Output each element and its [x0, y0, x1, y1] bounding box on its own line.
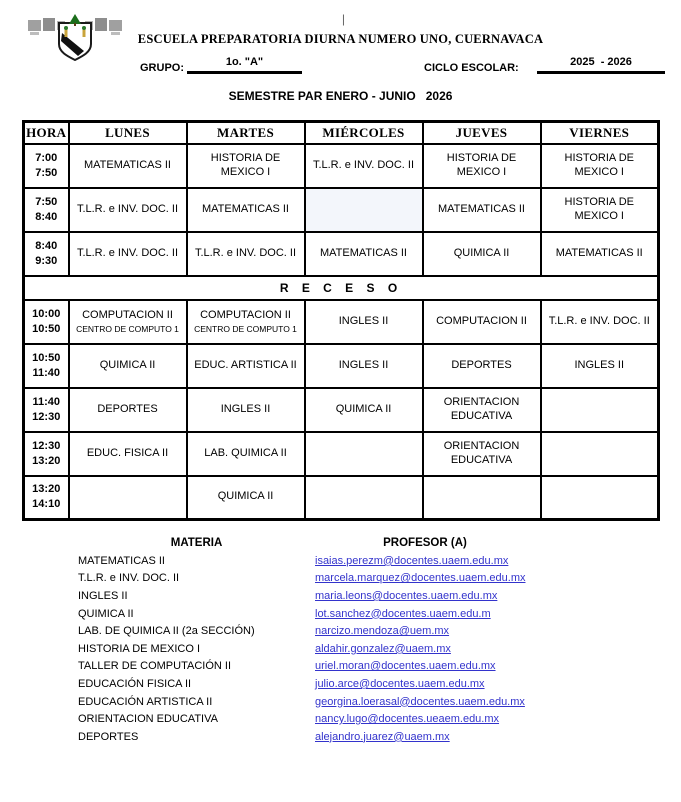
faculty-row [78, 587, 608, 605]
column-header-martes: MARTES [187, 122, 305, 144]
professor-email-link[interactable]: isaias.perezm@docentes.uaem.edu.mx [315, 554, 509, 567]
schedule-cell: HISTORIA DE MEXICO I [187, 144, 305, 188]
schedule-cell: T.L.R. e INV. DOC. II [69, 232, 187, 276]
subject-name: TALLER DE COMPUTACIÓN II [78, 660, 232, 673]
schedule-cell: QUIMICA II [423, 232, 541, 276]
ciclo-escolar-label: CICLO ESCOLAR: [424, 62, 519, 74]
schedule-cell: T.L.R. e INV. DOC. II [541, 300, 659, 344]
schedule-header-row [24, 122, 659, 144]
professor-email-link[interactable]: lot.sanchez@docentes.uaem.edu.m [315, 607, 491, 620]
subject-name: INGLES II [78, 589, 128, 602]
schedule-cell: T.L.R. e INV. DOC. II [187, 232, 305, 276]
schedule-cell: COMPUTACION II CENTRO DE COMPUTO 1 [187, 300, 305, 344]
professor-email-link[interactable]: narcizo.mendoza@uem.mx [315, 625, 450, 638]
faculty-row [78, 570, 608, 588]
schedule-cell-empty-highlighted [305, 188, 423, 232]
semester-title: SEMESTRE PAR ENERO - JUNIO 2026 [228, 89, 453, 103]
schedule-cell: INGLES II [305, 300, 423, 344]
schedule-cell: INGLES II [541, 344, 659, 388]
ciclo-escolar-value: 2025 - 2026 [537, 56, 665, 74]
schedule-cell [541, 432, 659, 476]
text-cursor: | [342, 11, 345, 26]
schedule-cell [305, 476, 423, 520]
schedule-cell [541, 388, 659, 432]
schedule-cell: DEPORTES [423, 344, 541, 388]
schedule-cell: INGLES II [187, 388, 305, 432]
materia-header: MATERIA [170, 537, 223, 549]
faculty-row [78, 710, 608, 728]
faculty-list-header [78, 537, 608, 549]
time-slot: 10:50 11:40 [24, 344, 69, 388]
grupo-value: 1o. "A" [187, 56, 302, 74]
schedule-row [24, 144, 659, 188]
schedule-row [24, 432, 659, 476]
schedule-cell: COMPUTACION II [423, 300, 541, 344]
time-slot: 10:00 10:50 [24, 300, 69, 344]
faculty-row [78, 675, 608, 693]
schedule-cell: LAB. QUIMICA II [187, 432, 305, 476]
professor-email-link[interactable]: nancy.lugo@docentes.ueaem.edu.mx [315, 713, 500, 726]
schedule-cell: MATEMATICAS II [187, 188, 305, 232]
schedule-cell: HISTORIA DE MEXICO I [423, 144, 541, 188]
schedule-row [24, 188, 659, 232]
time-slot: 13:20 14:10 [24, 476, 69, 520]
schedule-cell: QUIMICA II [69, 344, 187, 388]
subject-name: MATEMATICAS II [78, 554, 165, 567]
column-header-miercoles: MIÉRCOLES [305, 122, 423, 144]
grupo-label: GRUPO: [140, 62, 184, 74]
schedule-row [24, 388, 659, 432]
subject-name: EDUCACIÓN ARTISTICA II [78, 695, 213, 708]
subject-name: QUIMICA II [78, 607, 134, 620]
receso-banner: R E C E S O [24, 276, 659, 300]
professor-email-link[interactable]: aldahir.gonzalez@uaem.mx [315, 642, 451, 655]
schedule-cell [541, 476, 659, 520]
schedule-cell: DEPORTES [69, 388, 187, 432]
faculty-list [78, 537, 608, 746]
schedule-row [24, 476, 659, 520]
faculty-row [78, 728, 608, 746]
time-slot: 8:40 9:30 [24, 232, 69, 276]
schedule-cell: COMPUTACION II CENTRO DE COMPUTO 1 [69, 300, 187, 344]
schedule-cell [423, 476, 541, 520]
time-slot: 7:00 7:50 [24, 144, 69, 188]
schedule-cell: QUIMICA II [305, 388, 423, 432]
schedule-cell: ORIENTACION EDUCATIVA [423, 432, 541, 476]
subject-name: T.L.R. e INV. DOC. II [78, 572, 180, 585]
professor-email-link[interactable]: georgina.loerasal@docentes.uaem.edu.mx [315, 695, 525, 708]
school-name-title: ESCUELA PREPARATORIA DIURNA NUMERO UNO, CUERNAVACA [137, 32, 544, 46]
subject-name: DEPORTES [78, 730, 139, 743]
professor-email-link[interactable]: maria.leons@docentes.uaem.edu.mx [315, 589, 498, 602]
schedule-cell: MATEMATICAS II [541, 232, 659, 276]
professor-email-link[interactable]: marcela.marquez@docentes.uaem.edu.mx [315, 572, 526, 585]
faculty-row [78, 552, 608, 570]
column-header-lunes: LUNES [69, 122, 187, 144]
schedule-cell: MATEMATICAS II [423, 188, 541, 232]
faculty-row [78, 658, 608, 676]
time-slot: 12:30 13:20 [24, 432, 69, 476]
subject-name: LAB. DE QUIMICA II (2a SECCIÓN) [78, 625, 255, 638]
subject-name: EDUCACIÓN FISICA II [78, 677, 192, 690]
schedule-cell: HISTORIA DE MEXICO I [541, 188, 659, 232]
column-header-hora: HORA [24, 122, 69, 144]
time-slot: 7:50 8:40 [24, 188, 69, 232]
schedule-cell: ORIENTACION EDUCATIVA [423, 388, 541, 432]
schedule-cell: QUIMICA II [187, 476, 305, 520]
subject-name: HISTORIA DE MEXICO I [78, 642, 201, 655]
column-header-jueves: JUEVES [423, 122, 541, 144]
professor-email-link[interactable]: alejandro.juarez@uaem.mx [315, 730, 450, 743]
faculty-row [78, 640, 608, 658]
schedule-cell: MATEMATICAS II [305, 232, 423, 276]
schedule-cell [305, 432, 423, 476]
receso-row [24, 276, 659, 300]
schedule-cell: HISTORIA DE MEXICO I [541, 144, 659, 188]
schedule-row [24, 300, 659, 344]
schedule-cell: INGLES II [305, 344, 423, 388]
faculty-row [78, 605, 608, 623]
schedule-table [22, 120, 660, 521]
faculty-row [78, 622, 608, 640]
time-slot: 11:40 12:30 [24, 388, 69, 432]
schedule-row [24, 344, 659, 388]
professor-email-link[interactable]: julio.arce@docentes.uaem.edu.mx [315, 677, 485, 690]
schedule-cell: T.L.R. e INV. DOC. II [69, 188, 187, 232]
column-header-viernes: VIERNES [541, 122, 659, 144]
profesor-header: PROFESOR (A) [383, 537, 467, 549]
schedule-cell: EDUC. ARTISTICA II [187, 344, 305, 388]
schedule-cell: EDUC. FISICA II [69, 432, 187, 476]
schedule-row [24, 232, 659, 276]
schedule-cell: MATEMATICAS II [69, 144, 187, 188]
schedule-cell: T.L.R. e INV. DOC. II [305, 144, 423, 188]
faculty-row [78, 693, 608, 711]
schedule-cell [69, 476, 187, 520]
subject-name: ORIENTACION EDUCATIVA [78, 713, 218, 726]
professor-email-link[interactable]: uriel.moran@docentes.uaem.edu.mx [315, 660, 496, 673]
